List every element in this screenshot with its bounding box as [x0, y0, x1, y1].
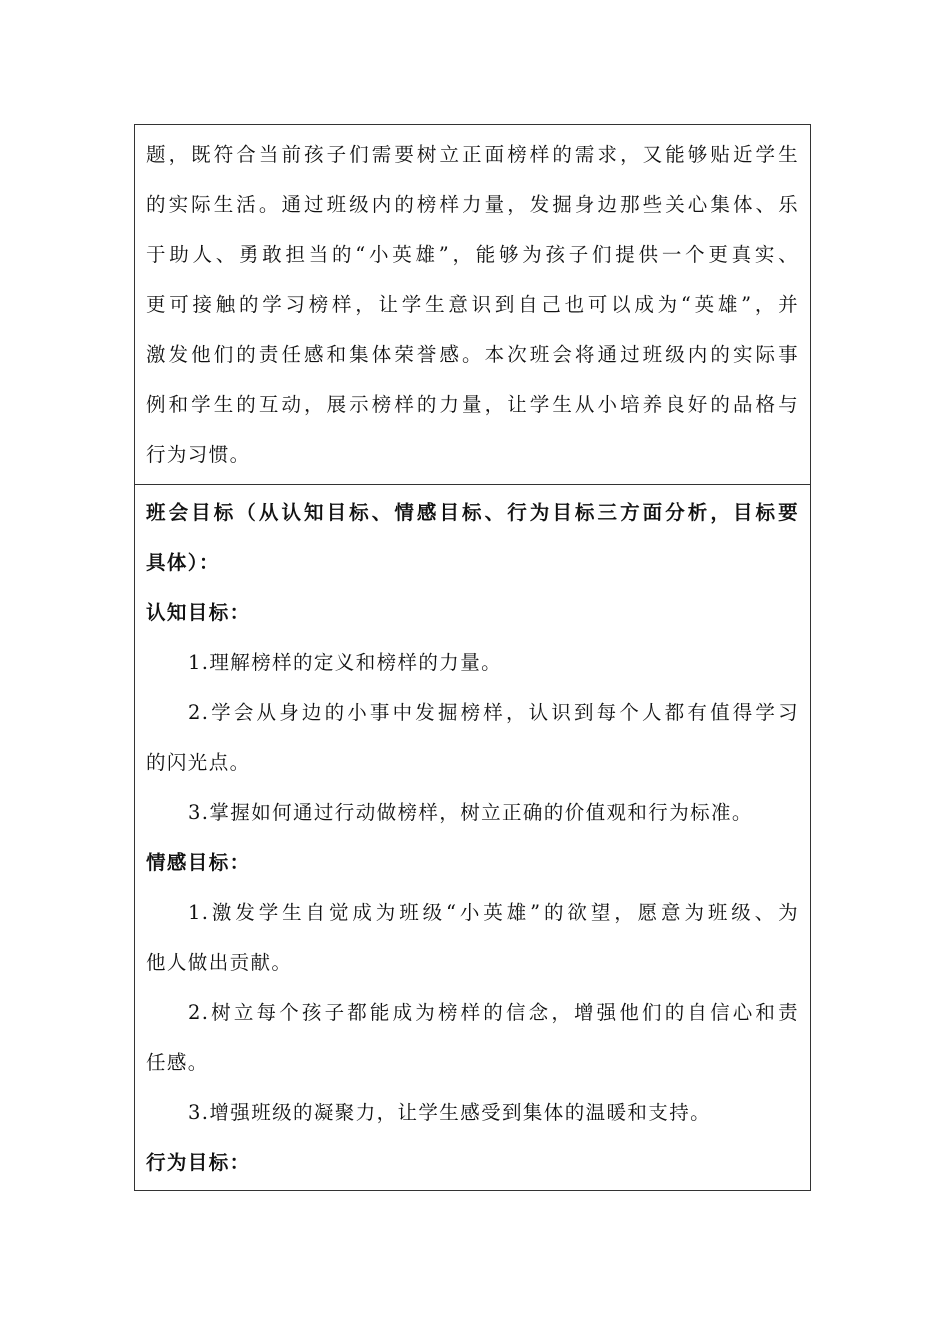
- background-line: 题，既符合当前孩子们需要树立正面榜样的需求，又能够贴近学生: [146, 143, 799, 166]
- background-line: 更可接触的学习榜样，让学生意识到自己也可以成为“英雄”，并: [146, 293, 799, 316]
- background-cell: [135, 125, 810, 485]
- behavioral-goals-title: 行为目标：: [146, 1151, 251, 1174]
- background-line: 于助人、勇敢担当的“小英雄”，能够为孩子们提供一个更真实、: [146, 243, 799, 266]
- cognitive-goal-item: 3.掌握如何通过行动做榜样，树立正确的价值观和行为标准。: [188, 801, 753, 824]
- cognitive-goal-item-cont: 的闪光点。: [146, 751, 251, 774]
- cognitive-goal-item: 1.理解榜样的定义和榜样的力量。: [188, 651, 503, 674]
- emotional-goal-item-cont: 他人做出贡献。: [146, 951, 293, 974]
- goals-cell: [135, 485, 810, 1190]
- cognitive-goal-item: 2.学会从身边的小事中发掘榜样，认识到每个人都有值得学习: [188, 701, 799, 724]
- cognitive-goals-title: 认知目标：: [146, 601, 251, 624]
- goals-heading: 班会目标（从认知目标、情感目标、行为目标三方面分析，目标要: [146, 501, 799, 524]
- emotional-goal-item: 3.增强班级的凝聚力，让学生感受到集体的温暖和支持。: [188, 1101, 712, 1124]
- emotional-goal-item: 2.树立每个孩子都能成为榜样的信念，增强他们的自信心和责: [188, 1001, 799, 1024]
- background-line: 激发他们的责任感和集体荣誉感。本次班会将通过班级内的实际事: [146, 343, 799, 366]
- emotional-goal-item: 1.激发学生自觉成为班级“小英雄”的欲望，愿意为班级、为: [188, 901, 799, 924]
- document-table: [134, 124, 811, 1191]
- emotional-goal-item-cont: 任感。: [146, 1051, 209, 1074]
- goals-heading-cont: 具体）：: [146, 551, 220, 574]
- background-line: 行为习惯。: [146, 443, 251, 466]
- emotional-goals-title: 情感目标：: [146, 851, 251, 874]
- background-line: 的实际生活。通过班级内的榜样力量，发掘身边那些关心集体、乐: [146, 193, 799, 216]
- background-line: 例和学生的互动，展示榜样的力量，让学生从小培养良好的品格与: [146, 393, 799, 416]
